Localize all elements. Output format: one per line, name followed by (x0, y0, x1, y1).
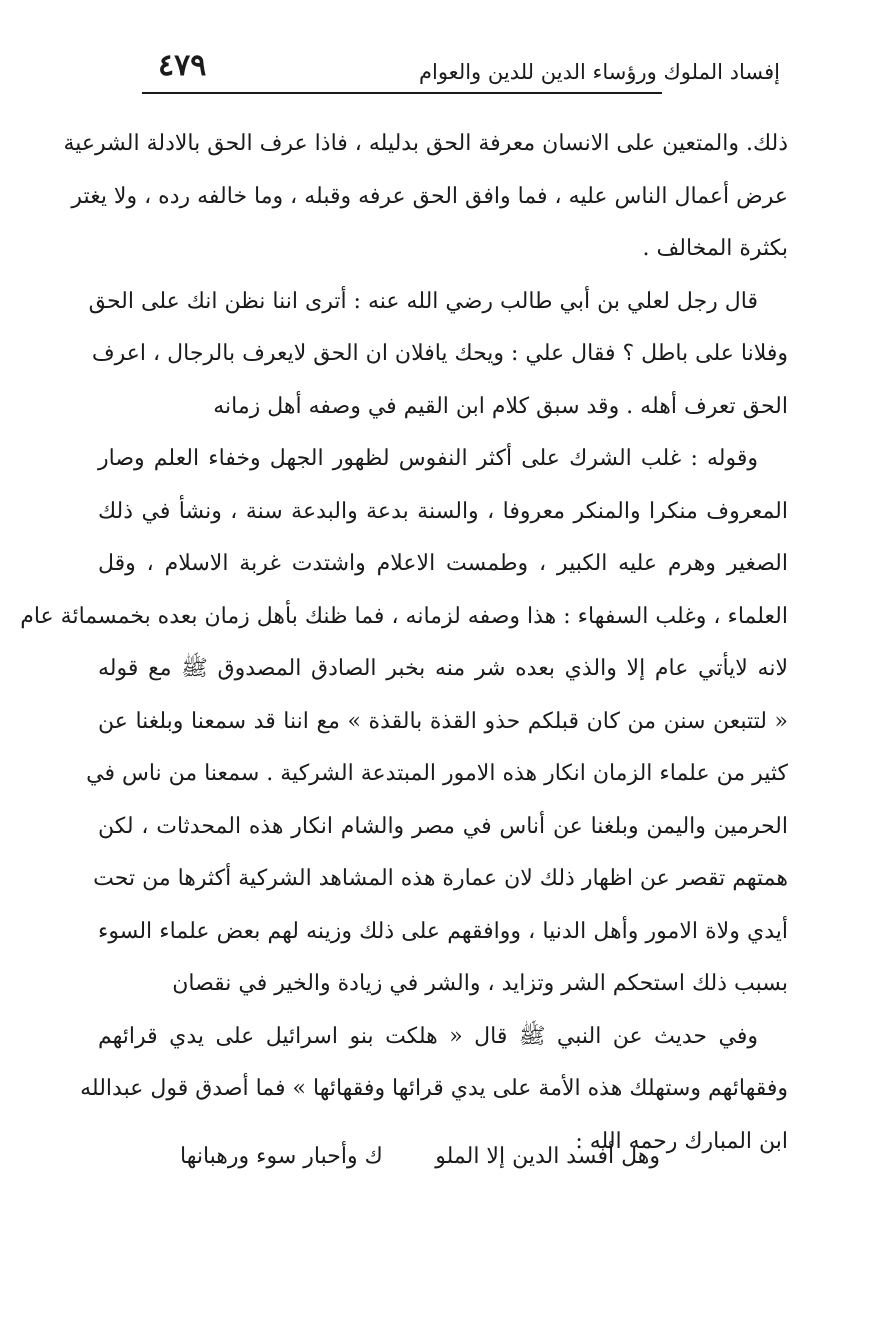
header-rule (142, 92, 662, 94)
text-line: ذلك. والمتعين على الانسان معرفة الحق بدليله ، فاذا عرف الحق بالادلة الشرعية (63, 131, 788, 156)
text-line: الصغير وهرم عليه الكبير ، وطمست الاعلام واشتدت غربة الاسلام ، وقل (98, 551, 788, 576)
running-title: إفساد الملوك ورؤساء الدين للدين والعوام (419, 60, 780, 84)
text-line: وقوله : غلب الشرك على أكثر النفوس لظهور الجهل وخفاء العلم وصار (98, 446, 758, 471)
text-line: العلماء ، وغلب السفهاء : هذا وصفه لزمانه ، فما ظنك بأهل زمان بعده بخمسمائة عام (20, 603, 788, 629)
page-number: ٤٧٩ (158, 48, 207, 83)
text-line: وفلانا على باطل ؟ فقال علي : ويحك يافلان ان الحق لايعرف بالرجال ، اعرف (91, 341, 788, 366)
text-line: بسبب ذلك استحكم الشر وتزايد ، والشر في زيادة والخير في نقصان (172, 971, 788, 996)
verse-second-hemistich: ك وأحبار سوء ورهبانها (180, 1144, 383, 1169)
text-line: المعروف منكرا والمنكر معروفا ، والسنة بدعة والبدعة سنة ، ونشأ في ذلك (98, 498, 788, 524)
body-text (20, 118, 788, 1168)
text-line: أيدي ولاة الامور وأهل الدنيا ، ووافقهم على ذلك وزينه لهم بعض علماء السوء (98, 918, 788, 944)
text-line: همتهم تقصر عن اظهار ذلك لان عمارة هذه المشاهد الشركية أكثرها من تحت (93, 866, 788, 891)
text-line: ابن المبارك رحمه الله : (575, 1128, 788, 1154)
text-line: وفي حديث عن النبي ﷺ قال « هلكت بنو اسرائيل على يدي قرائهم (98, 1023, 758, 1049)
text-line: كثير من علماء الزمان انكار هذه الامور المبتدعة الشركية . سمعنا من ناس في (86, 761, 788, 786)
text-line: وفقهائهم وستهلك هذه الأمة على يدي قرائها وفقهائها » فما أصدق قول عبدالله (80, 1076, 788, 1101)
text-line: عرض أعمال الناس عليه ، فما وافق الحق عرفه وقبله ، وما خالفه رده ، ولا يغتر (71, 183, 788, 209)
text-line: « لتتبعن سنن من كان قبلكم حذو القذة بالقذة » مع اننا قد سمعنا وبلغنا عن (98, 708, 788, 734)
text-line: الحق تعرف أهله . وقد سبق كلام ابن القيم في وصفه أهل زمانه (213, 393, 788, 419)
verse-first-hemistich: وهل أفسد الدين إلا الملو (435, 1144, 660, 1169)
text-line: الحرمين واليمن وبلغنا عن أناس في مصر والشام انكار هذه المحدثات ، لكن (98, 813, 788, 839)
poem-verse (180, 1137, 660, 1177)
text-line: قال رجل لعلي بن أبي طالب رضي الله عنه : أترى اننا نظن انك على الحق (88, 288, 758, 314)
text-line: بكثرة المخالف . (642, 236, 788, 261)
text-line: لانه لايأتي عام إلا والذي بعده شر منه بخبر الصادق المصدوق ﷺ مع قوله (98, 656, 788, 681)
